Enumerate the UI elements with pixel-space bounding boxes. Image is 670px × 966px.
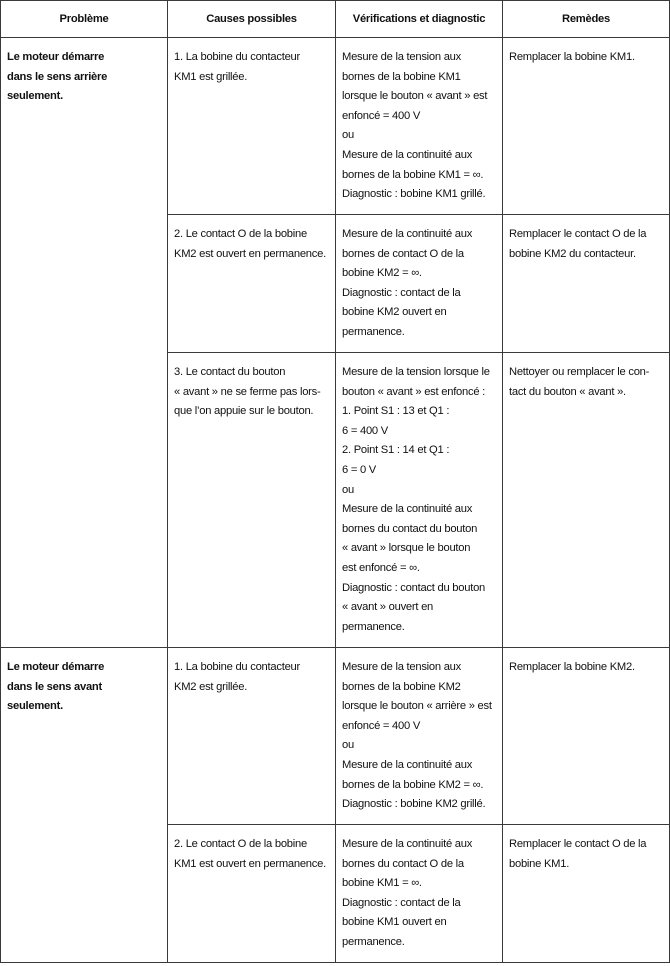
- check-line: Diagnostic : bobine KM2 grillé.: [342, 798, 486, 811]
- check-line: permanence.: [342, 620, 405, 633]
- check-line: bobine KM2 = ∞.: [342, 267, 422, 280]
- check-line: 2. Point S1 : 14 et Q1 :: [342, 444, 450, 457]
- check-line: bornes de contact O de la: [342, 247, 464, 260]
- cause-line: KM1 est ouvert en permanence.: [174, 857, 326, 870]
- check-line: bornes de la bobine KM1: [342, 70, 461, 83]
- header-probleme: Problème: [1, 1, 168, 38]
- header-remedes: Remèdes: [503, 1, 670, 38]
- cause-line: KM2 est grillée.: [174, 680, 248, 693]
- cause-cell: [168, 215, 336, 353]
- problem-cell: [1, 38, 168, 648]
- check-line: 6 = 400 V: [342, 424, 388, 437]
- cause-line: que l’on appuie sur le bouton.: [174, 405, 314, 418]
- check-line: 6 = 0 V: [342, 463, 377, 476]
- check-line: Mesure de la tension aux: [342, 661, 462, 673]
- remedy-line: Remplacer le contact O de la: [509, 228, 647, 240]
- check-cell: [336, 215, 503, 353]
- remedy-line: Remplacer la bobine KM1.: [509, 51, 635, 63]
- cause-line: 1. La bobine du contacteur: [174, 51, 300, 63]
- remedy-line: Remplacer le contact O de la: [509, 838, 647, 850]
- cause-cell: [168, 353, 336, 648]
- problem-line: dans le sens arrière: [7, 70, 108, 83]
- check-line: bornes de la bobine KM2: [342, 680, 461, 693]
- check-line: lorsque le bouton « avant » est: [342, 90, 488, 103]
- check-line: est enfoncé = ∞.: [342, 561, 420, 574]
- check-cell: [336, 825, 503, 963]
- check-line: Mesure de la tension aux: [342, 51, 462, 63]
- problem-line: seulement.: [7, 90, 63, 103]
- check-line: Mesure de la continuité aux: [342, 228, 473, 240]
- check-line: Mesure de la tension lorsque le: [342, 366, 490, 378]
- problem-line: Le moteur démarre: [7, 51, 105, 63]
- check-line: bobine KM2 ouvert en: [342, 306, 447, 319]
- check-line: Diagnostic : contact de la: [342, 286, 461, 299]
- table-row: [1, 38, 670, 215]
- problem-line: Le moteur démarre: [7, 661, 105, 673]
- cause-line: 2. Le contact O de la bobine: [174, 228, 307, 240]
- check-line: permanence.: [342, 325, 405, 338]
- check-line: bornes du contact O de la: [342, 857, 464, 870]
- check-line: bornes de la bobine KM1 = ∞.: [342, 168, 484, 181]
- cause-line: KM2 est ouvert en permanence.: [174, 247, 326, 260]
- check-line: 1. Point S1 : 13 et Q1 :: [342, 405, 450, 418]
- cause-line: 2. Le contact O de la bobine: [174, 838, 307, 850]
- check-line: Mesure de la continuité aux: [342, 838, 473, 850]
- check-line: enfoncé = 400 V: [342, 109, 421, 122]
- remedy-cell: [503, 215, 670, 353]
- check-line: ou: [342, 739, 354, 752]
- check-line: bobine KM1 ouvert en: [342, 916, 447, 929]
- cause-line: 1. La bobine du contacteur: [174, 661, 300, 673]
- remedy-cell: [503, 648, 670, 825]
- remedy-cell: [503, 825, 670, 963]
- check-line: Mesure de la continuité aux: [342, 503, 473, 516]
- check-line: « avant » lorsque le bouton: [342, 542, 471, 555]
- check-line: ou: [342, 483, 354, 496]
- remedy-cell: [503, 38, 670, 215]
- header-row: [1, 1, 670, 38]
- check-line: bornes du contact du bouton: [342, 522, 478, 535]
- cause-cell: [168, 648, 336, 825]
- check-line: permanence.: [342, 935, 405, 948]
- check-line: ou: [342, 129, 354, 142]
- remedy-line: bobine KM2 du contacteur.: [509, 247, 636, 260]
- cause-line: 3. Le contact du bouton: [174, 366, 286, 378]
- check-line: bornes de la bobine KM2 = ∞.: [342, 778, 484, 791]
- remedy-line: bobine KM1.: [509, 857, 570, 870]
- header-verifications: Vérifications et diagnostic: [336, 1, 503, 38]
- check-line: Mesure de la continuité aux: [342, 758, 473, 771]
- problem-line: dans le sens avant: [7, 680, 102, 693]
- problem-line: seulement.: [7, 700, 63, 713]
- table-body: [1, 38, 670, 963]
- check-line: « avant » ouvert en: [342, 601, 434, 614]
- remedy-line: Remplacer la bobine KM2.: [509, 661, 635, 673]
- check-line: bobine KM1 = ∞.: [342, 877, 422, 890]
- remedy-line: Nettoyer ou remplacer le con-: [509, 366, 650, 378]
- cause-cell: [168, 825, 336, 963]
- check-line: Mesure de la continuité aux: [342, 148, 473, 161]
- cause-line: KM1 est grillée.: [174, 70, 248, 83]
- table-row: [1, 648, 670, 825]
- header-causes: Causes possibles: [168, 1, 336, 38]
- check-cell: [336, 353, 503, 648]
- cause-line: « avant » ne se ferme pas lors-: [174, 385, 321, 398]
- check-line: Diagnostic : contact de la: [342, 896, 461, 909]
- check-line: Diagnostic : contact du bouton: [342, 581, 486, 594]
- remedy-line: tact du bouton « avant ».: [509, 385, 626, 398]
- check-line: enfoncé = 400 V: [342, 719, 421, 732]
- check-cell: [336, 38, 503, 215]
- check-line: Diagnostic : bobine KM1 grillé.: [342, 188, 486, 201]
- check-line: lorsque le bouton « arrière » est: [342, 700, 492, 713]
- remedy-cell: [503, 353, 670, 648]
- check-cell: [336, 648, 503, 825]
- cause-cell: [168, 38, 336, 215]
- table-header: [1, 1, 670, 38]
- check-line: bouton « avant » est enfoncé :: [342, 385, 486, 398]
- problem-cell: [1, 648, 168, 963]
